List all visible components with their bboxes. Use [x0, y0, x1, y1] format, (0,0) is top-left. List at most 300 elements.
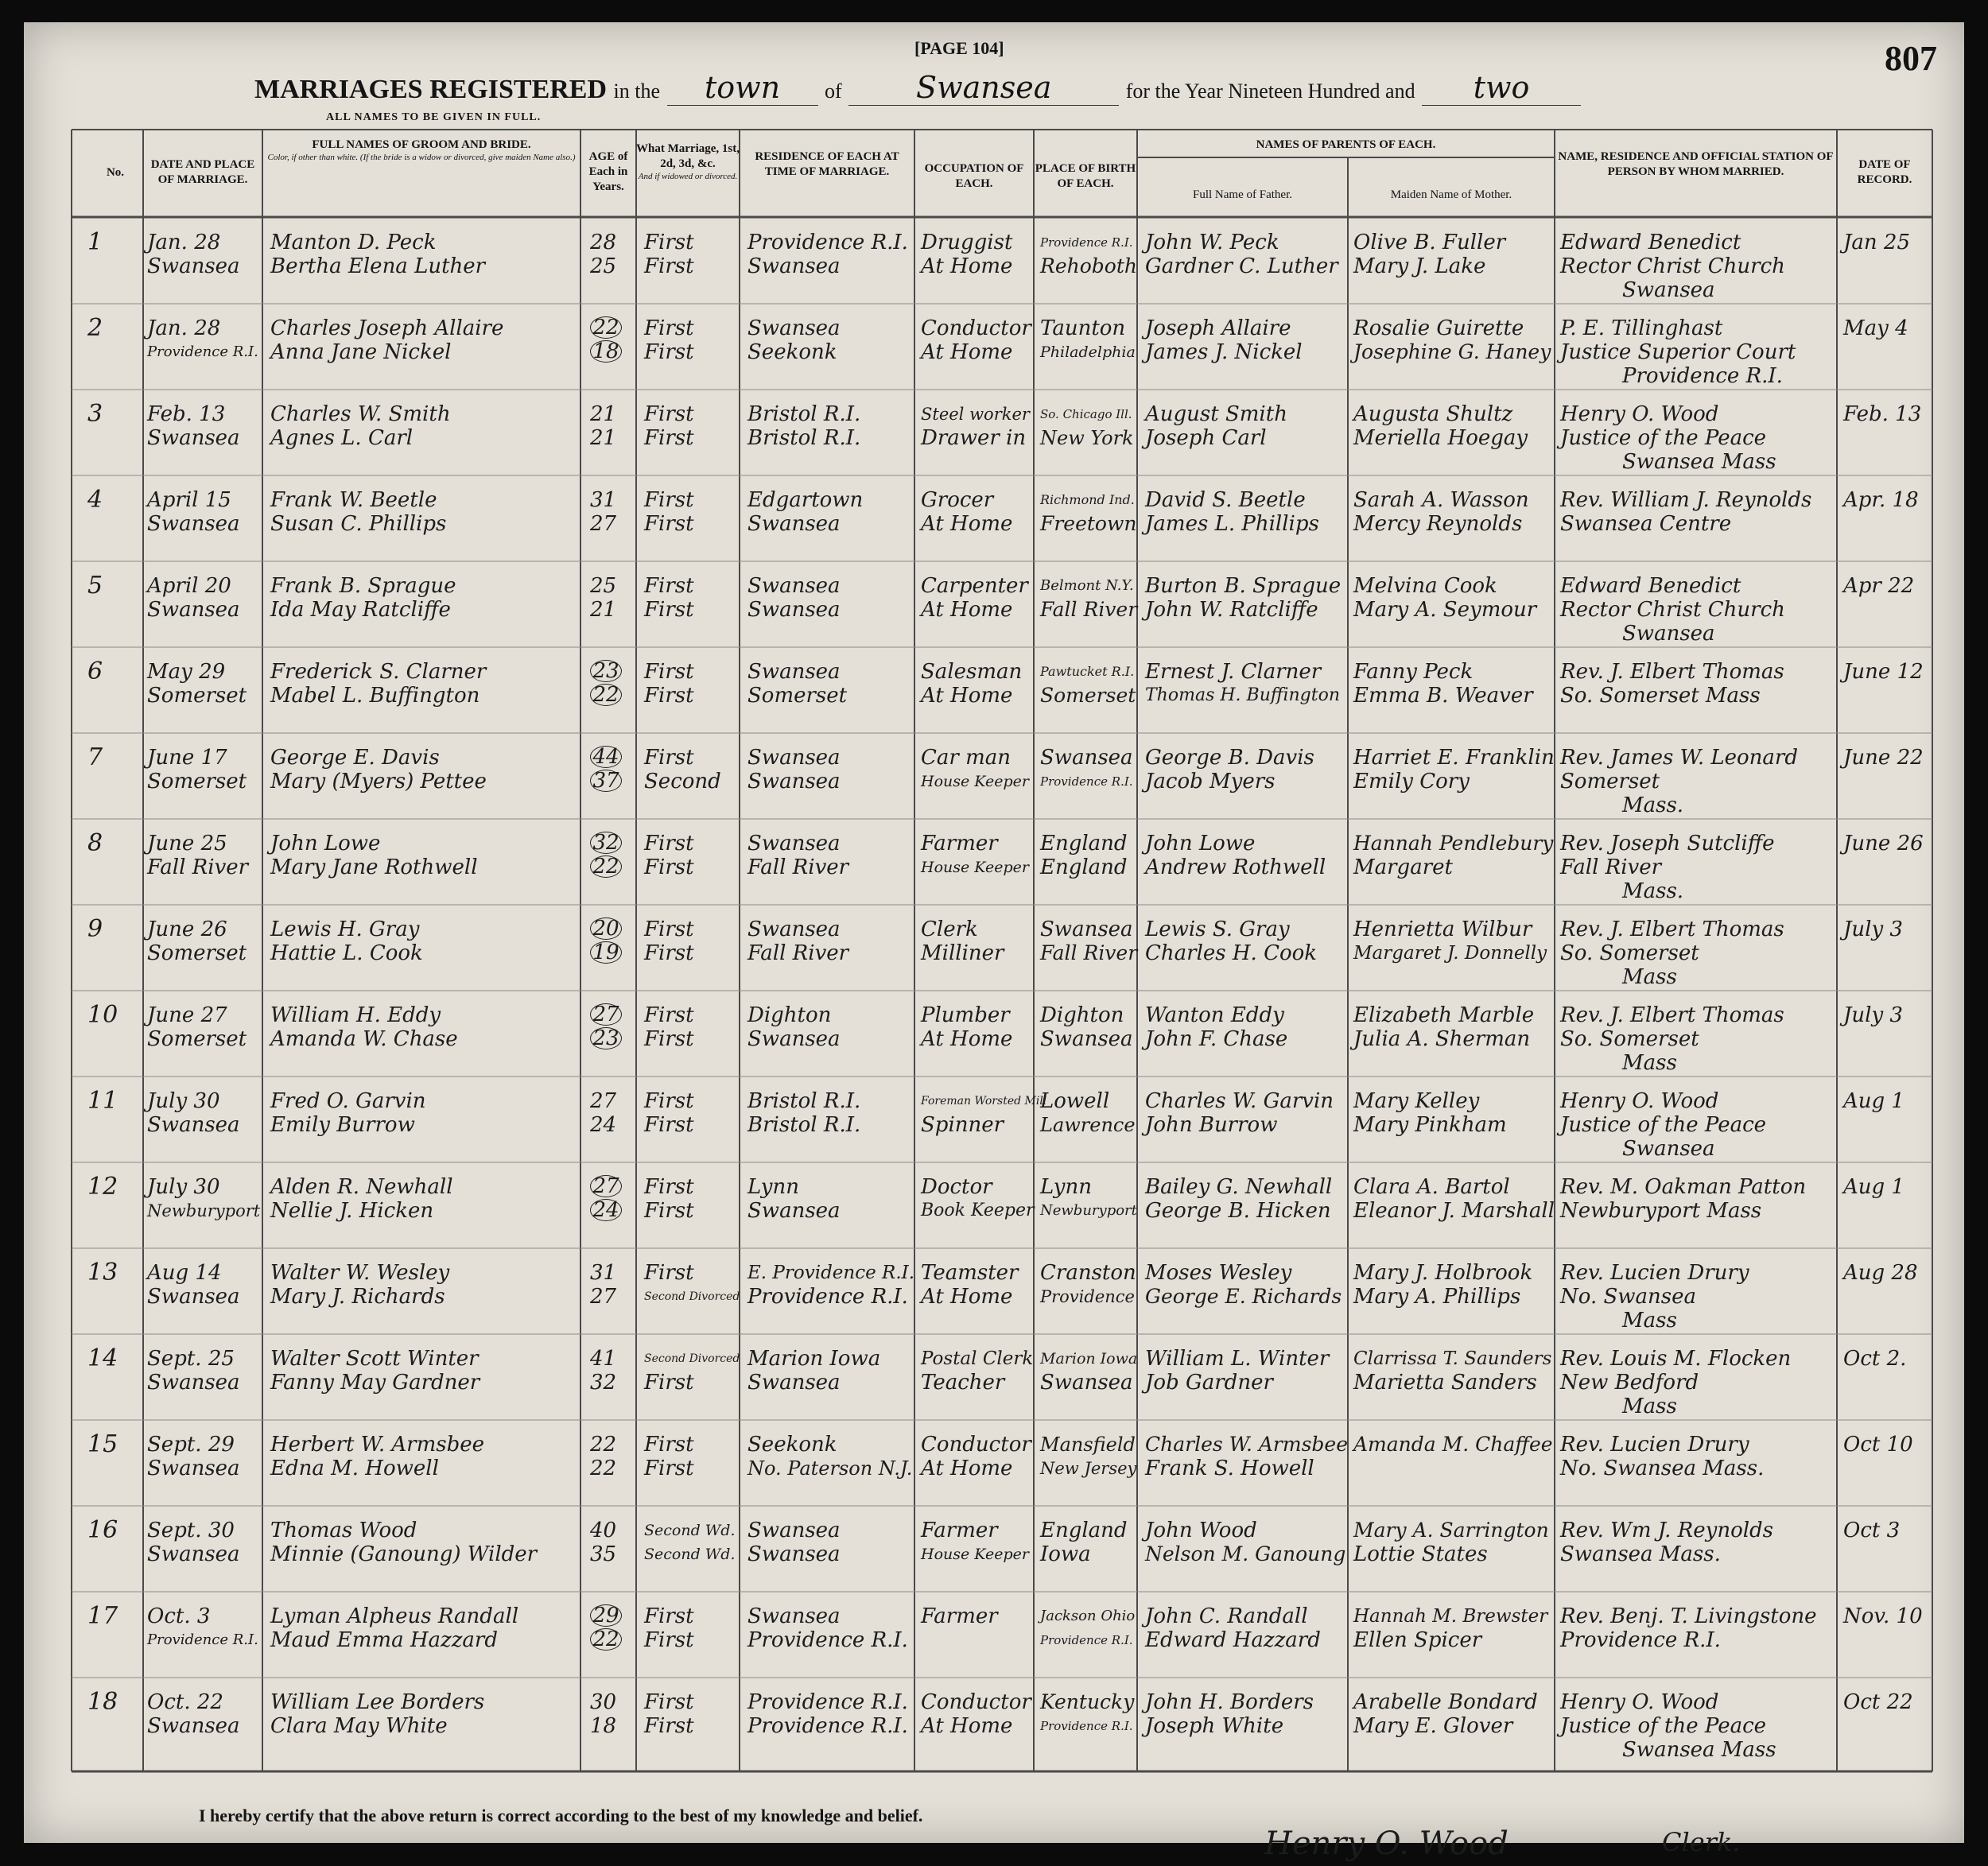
table-row [24, 479, 1964, 564]
groom-age: 44 [590, 746, 622, 768]
groom-residence: Swansea [747, 316, 841, 340]
col-officiant: NAME, RESIDENCE AND OFFICIAL STATION OF PERSON BY WHOM MARRIED. [1558, 150, 1834, 178]
bride-age: 27 [590, 512, 617, 536]
table-row [24, 736, 1964, 822]
record-date: Oct 3 [1843, 1519, 1901, 1542]
bride-occupation: Drawer in [921, 426, 1027, 450]
bride-marriage-number: First [644, 426, 694, 450]
groom-occupation: Salesman [921, 660, 1023, 684]
officiant-residence: Mass [1622, 1051, 1677, 1075]
bride-age: 22 [590, 855, 622, 878]
marriage-date: Jan. 28 [147, 231, 221, 254]
groom-age: 30 [590, 1690, 617, 1714]
groom-birthplace: Swansea [1040, 917, 1133, 941]
bride-name: Mary J. Richards [270, 1285, 445, 1309]
bride-age: 25 [590, 254, 617, 278]
groom-occupation: Conductor [921, 1433, 1031, 1457]
bride-age: 32 [590, 1371, 617, 1395]
groom-residence: Providence R.I. [747, 231, 908, 254]
officiant-name: Rev. Lucien Drury [1560, 1261, 1749, 1285]
officiant-name: Rev. Joseph Sutcliffe [1560, 832, 1775, 855]
officiant-name: Rev. J. Elbert Thomas [1560, 660, 1784, 684]
groom-occupation: Plumber [921, 1003, 1010, 1027]
groom-age: 40 [590, 1519, 617, 1542]
officiant-name: Rev. William J. Reynolds [1560, 488, 1812, 512]
groom-name: John Lowe [270, 832, 381, 855]
officiant-name: Rev. Lucien Drury [1560, 1433, 1749, 1457]
officiant-station: Justice of the Peace [1560, 426, 1767, 450]
groom-occupation: Car man [921, 746, 1011, 770]
officiant-residence: Mass. [1622, 793, 1684, 817]
bride-name: Ida May Ratcliffe [270, 598, 451, 622]
groom-mother: Mary J. Holbrook [1353, 1261, 1533, 1285]
groom-name: Charles W. Smith [270, 402, 451, 426]
groom-age: 27 [590, 1003, 622, 1026]
bride-father: Thomas H. Buffington [1145, 685, 1340, 705]
groom-birthplace: Dighton [1040, 1003, 1124, 1027]
groom-mother: Hannah Pendlebury [1353, 832, 1554, 855]
groom-mother: Harriet E. Franklin [1353, 746, 1555, 770]
record-number: 3 [87, 400, 103, 428]
groom-mother: Henrietta Wilbur [1353, 917, 1532, 941]
bride-age: 24 [590, 1113, 617, 1137]
bride-occupation: House Keeper [921, 773, 1029, 790]
groom-name: Lyman Alpheus Randall [270, 1604, 519, 1628]
bride-mother: Josephine G. Haney [1353, 340, 1551, 363]
bride-occupation: At Home [921, 684, 1013, 708]
record-number: 1 [87, 228, 103, 256]
bride-father: John Burrow [1145, 1113, 1278, 1137]
officiant-station: Providence R.I. [1560, 1628, 1721, 1652]
groom-birthplace: Jackson Ohio [1040, 1608, 1136, 1624]
groom-father: John Wood [1145, 1519, 1257, 1542]
marriage-place: Somerset [147, 770, 247, 793]
groom-father: John W. Peck [1145, 231, 1279, 254]
groom-mother: Amanda M. Chaffee [1353, 1433, 1553, 1456]
bride-birthplace: Providence R.I. [1040, 774, 1133, 789]
groom-birthplace: Lynn [1040, 1175, 1092, 1199]
groom-birthplace: Swansea [1040, 746, 1133, 770]
table-row [24, 908, 1964, 994]
bride-marriage-number: First [644, 254, 694, 278]
groom-mother: Fanny Peck [1353, 660, 1474, 684]
bride-birthplace: Rehoboth [1040, 254, 1137, 277]
col-residence: RESIDENCE OF EACH AT TIME OF MARRIAGE. [755, 150, 899, 178]
groom-occupation: Foreman Worsted Mill [921, 1095, 1047, 1108]
groom-age: 27 [590, 1089, 617, 1113]
groom-father: Bailey G. Newhall [1145, 1175, 1333, 1199]
bride-name: Anna Jane Nickel [270, 340, 452, 364]
bride-birthplace: Newburyport [1040, 1202, 1137, 1219]
title-prefix: MARRIAGES REGISTERED [254, 75, 608, 104]
bride-father: Joseph White [1145, 1714, 1284, 1738]
bride-age: 22 [590, 1457, 617, 1480]
title-note: ALL NAMES TO BE GIVEN IN FULL. [326, 111, 542, 123]
groom-birthplace: Belmont N.Y. [1040, 577, 1134, 594]
record-date: Oct 2. [1843, 1347, 1907, 1371]
bride-age: 35 [590, 1542, 617, 1566]
officiant-residence: Mass. [1622, 879, 1684, 903]
marriage-place: Swansea [147, 1714, 240, 1738]
bride-residence: No. Paterson N.J. [747, 1457, 913, 1480]
groom-occupation: Carpenter [921, 574, 1028, 598]
groom-birthplace: England [1040, 832, 1128, 855]
bride-residence: Swansea [747, 1542, 841, 1566]
groom-occupation: Grocer [921, 488, 994, 512]
record-number: 16 [87, 1516, 118, 1544]
bride-birthplace: Swansea [1040, 1027, 1133, 1051]
bride-birthplace: Philadelphia [1040, 343, 1136, 361]
groom-mother: Arabelle Bondard [1353, 1690, 1538, 1714]
officiant-name: Edward Benedict [1560, 231, 1741, 254]
bride-birthplace: Swansea [1040, 1371, 1133, 1395]
table-row [24, 564, 1964, 650]
bride-occupation: At Home [921, 1714, 1013, 1738]
groom-mother: Olive B. Fuller [1353, 231, 1506, 254]
bride-marriage-number: First [644, 512, 694, 536]
marriage-date: July 30 [147, 1089, 220, 1113]
bride-residence: Providence R.I. [747, 1285, 908, 1309]
record-date: June 26 [1843, 832, 1924, 855]
officiant-name: Rev. J. Elbert Thomas [1560, 917, 1784, 941]
marriage-place: Somerset [147, 1027, 247, 1051]
bride-residence: Swansea [747, 1199, 841, 1223]
groom-residence: Marion Iowa [747, 1347, 881, 1371]
groom-name: Frank W. Beetle [270, 488, 437, 512]
groom-name: Frederick S. Clarner [270, 660, 487, 684]
record-number: 14 [87, 1344, 118, 1372]
groom-mother: Elizabeth Marble [1353, 1003, 1535, 1027]
bride-birthplace: Freetown [1040, 512, 1137, 535]
record-number: 4 [87, 486, 103, 514]
table-row [24, 1681, 1964, 1767]
bride-marriage-number: First [644, 1371, 694, 1395]
bride-birthplace: Providence R.I. [1040, 1633, 1133, 1647]
groom-marriage-number: First [644, 1003, 694, 1027]
bride-marriage-number: First [644, 684, 694, 708]
bride-occupation: At Home [921, 1285, 1013, 1309]
marriage-place: Swansea [147, 254, 240, 278]
col-names-label: FULL NAMES OF GROOM AND BRIDE. [312, 138, 531, 151]
bride-mother: Marietta Sanders [1353, 1371, 1537, 1395]
bride-name: Fanny May Gardner [270, 1371, 480, 1395]
groom-age: 27 [590, 1175, 622, 1197]
marriage-date: Aug 14 [147, 1261, 222, 1285]
groom-marriage-number: First [644, 1690, 694, 1714]
officiant-name: Rev. James W. Leonard [1560, 746, 1798, 770]
record-number: 13 [87, 1259, 118, 1286]
groom-marriage-number: First [644, 746, 694, 770]
bride-occupation: House Keeper [921, 859, 1029, 876]
marriage-place: Swansea [147, 1457, 240, 1480]
bride-marriage-number: First [644, 1457, 694, 1480]
table-row [24, 307, 1964, 393]
marriage-place: Swansea [147, 512, 240, 536]
groom-mother: Augusta Shultz [1353, 402, 1513, 426]
record-date: Nov. 10 [1843, 1604, 1923, 1628]
bride-age: 18 [590, 1714, 617, 1738]
groom-occupation: Doctor [921, 1175, 992, 1199]
groom-name: Frank B. Sprague [270, 574, 456, 598]
groom-age: 21 [590, 402, 617, 426]
officiant-name: Henry O. Wood [1560, 1690, 1719, 1714]
bride-birthplace: New York [1040, 427, 1134, 449]
bride-marriage-number: First [644, 598, 694, 622]
bride-father: Andrew Rothwell [1145, 855, 1326, 879]
marriage-date: Feb. 13 [147, 402, 226, 426]
bride-residence: Bristol R.I. [747, 1113, 861, 1137]
table-row [24, 393, 1964, 479]
officiant-station: Newburyport Mass [1560, 1199, 1762, 1223]
bride-residence: Swansea [747, 254, 841, 278]
bride-mother: Mercy Reynolds [1353, 512, 1523, 536]
groom-name: Manton D. Peck [270, 231, 437, 254]
groom-residence: Swansea [747, 832, 841, 855]
officiant-residence: Swansea Mass [1622, 450, 1776, 474]
groom-residence: E. Providence R.I. [747, 1263, 915, 1283]
marriage-date: Jan. 28 [147, 316, 221, 340]
bride-name: Maud Emma Hazzard [270, 1628, 498, 1652]
marriage-date: April 20 [147, 574, 231, 598]
bride-mother: Mary E. Glover [1353, 1714, 1513, 1738]
marriage-place: Swansea [147, 426, 240, 450]
officiant-name: P. E. Tillinghast [1560, 316, 1723, 340]
year-field: two [1422, 70, 1581, 106]
bride-name: Nellie J. Hicken [270, 1199, 434, 1223]
groom-father: John H. Borders [1145, 1690, 1314, 1714]
record-number: 9 [87, 915, 103, 943]
officiant-station: Rector Christ Church [1560, 598, 1785, 622]
marriage-place: Somerset [147, 684, 247, 708]
marriage-date: April 15 [147, 488, 231, 512]
groom-residence: Swansea [747, 1604, 841, 1628]
groom-father: Charles W. Garvin [1145, 1089, 1334, 1113]
groom-mother: Hannah M. Brewster [1353, 1606, 1548, 1627]
bride-mother: Eleanor J. Marshall [1353, 1199, 1555, 1223]
table-row [24, 1251, 1964, 1337]
groom-occupation: Conductor [921, 316, 1031, 340]
groom-name: Lewis H. Gray [270, 917, 420, 941]
bride-father: George B. Hicken [1145, 1199, 1331, 1223]
bride-occupation: At Home [921, 512, 1013, 536]
table-row [24, 1080, 1964, 1166]
groom-residence: Bristol R.I. [747, 1089, 861, 1113]
bride-birthplace: Fall River [1040, 598, 1138, 621]
groom-birthplace: Mansfield [1040, 1433, 1136, 1456]
groom-name: Walter Scott Winter [270, 1347, 479, 1371]
groom-residence: Swansea [747, 917, 841, 941]
col-what-marriage-label: What Marriage, 1st, 2d, 3d, &c. [636, 142, 740, 170]
bride-father: Charles H. Cook [1145, 941, 1318, 965]
record-date: Feb. 13 [1843, 402, 1922, 426]
groom-birthplace: Cranston [1040, 1261, 1136, 1285]
groom-marriage-number: First [644, 1433, 694, 1457]
bride-residence: Providence R.I. [747, 1714, 908, 1738]
bride-age: 21 [590, 598, 617, 622]
groom-father: Moses Wesley [1145, 1261, 1292, 1285]
col-mother: Maiden Name of Mother. [1390, 188, 1512, 201]
officiant-name: Rev. Benj. T. Livingstone [1560, 1604, 1817, 1628]
groom-father: Wanton Eddy [1145, 1003, 1284, 1027]
officiant-station: So. Somerset Mass [1560, 684, 1761, 708]
groom-marriage-number: First [644, 1175, 694, 1199]
bride-marriage-number: Second Divorced [644, 1290, 740, 1303]
bride-birthplace: Providence R.I. [1040, 1719, 1133, 1733]
marriage-date: Sept. 30 [147, 1519, 235, 1542]
record-date: Jan 25 [1843, 231, 1911, 254]
bride-father: Jacob Myers [1145, 770, 1276, 793]
bride-residence: Fall River [747, 941, 849, 965]
bride-mother: Meriella Hoegay [1353, 426, 1528, 450]
record-number: 2 [87, 314, 103, 342]
bride-father: Job Gardner [1145, 1371, 1273, 1395]
bride-age: 19 [590, 941, 622, 964]
groom-residence: Dighton [747, 1003, 832, 1027]
groom-name: Herbert W. Armsbee [270, 1433, 484, 1457]
officiant-name: Rev. J. Elbert Thomas [1560, 1003, 1784, 1027]
col-birthplace: PLACE OF BIRTH OF EACH. [1035, 162, 1136, 190]
officiant-residence: Mass [1622, 1309, 1677, 1333]
groom-occupation: Steel worker [921, 405, 1030, 424]
record-date: June 12 [1843, 660, 1924, 684]
groom-marriage-number: Second Wd. [644, 1522, 736, 1539]
bride-residence: Swansea [747, 1371, 841, 1395]
record-number: 15 [87, 1430, 118, 1458]
bride-father: James L. Phillips [1145, 512, 1319, 536]
groom-marriage-number: First [644, 1261, 694, 1285]
groom-father: George B. Davis [1145, 746, 1314, 770]
bride-mother: Julia A. Sherman [1353, 1027, 1531, 1051]
groom-mother: Sarah A. Wasson [1353, 488, 1529, 512]
groom-name: Thomas Wood [270, 1519, 417, 1542]
marriage-place: Swansea [147, 598, 240, 622]
record-date: Oct 10 [1843, 1433, 1913, 1457]
bride-birthplace: Somerset [1040, 684, 1136, 707]
marriage-place: Newburyport [147, 1201, 261, 1220]
record-date: May 4 [1843, 316, 1908, 340]
col-names [262, 138, 580, 162]
officiant-station: Somerset [1560, 770, 1660, 793]
bride-mother: Ellen Spicer [1353, 1628, 1482, 1652]
groom-residence: Bristol R.I. [747, 402, 861, 426]
marriage-place: Swansea [147, 1371, 240, 1395]
groom-age: 28 [590, 231, 617, 254]
bride-father: Joseph Carl [1145, 426, 1267, 450]
officiant-station: Swansea Centre [1560, 512, 1732, 536]
bride-mother: Margaret J. Donnelly [1353, 943, 1547, 964]
groom-name: Fred O. Garvin [270, 1089, 426, 1113]
officiant-name: Edward Benedict [1560, 574, 1741, 598]
bride-residence: Swansea [747, 598, 841, 622]
groom-mother: Mary A. Sarrington [1353, 1519, 1549, 1542]
bride-marriage-number: First [644, 340, 694, 364]
bride-mother: Mary J. Lake [1353, 254, 1486, 278]
officiant-residence: Mass [1622, 965, 1677, 989]
table-row [24, 1423, 1964, 1509]
groom-marriage-number: First [644, 832, 694, 855]
groom-father: David S. Beetle [1145, 488, 1306, 512]
groom-marriage-number: First [644, 402, 694, 426]
officiant-station: Justice of the Peace [1560, 1113, 1767, 1137]
record-number: 6 [87, 658, 103, 685]
bride-father: John F. Chase [1145, 1027, 1288, 1051]
groom-age: 31 [590, 1261, 617, 1285]
bride-marriage-number: First [644, 1027, 694, 1051]
bride-mother: Mary A. Phillips [1353, 1285, 1521, 1309]
marriage-date: June 17 [147, 746, 227, 770]
groom-occupation: Conductor [921, 1690, 1031, 1714]
groom-marriage-number: First [644, 231, 694, 254]
bride-residence: Swansea [747, 1027, 841, 1051]
groom-age: 32 [590, 832, 622, 854]
bride-father: George E. Richards [1145, 1285, 1342, 1308]
groom-age: 22 [590, 1433, 617, 1457]
bride-marriage-number: First [644, 941, 694, 965]
bride-name: Mary (Myers) Pettee [270, 770, 487, 793]
officiant-name: Henry O. Wood [1560, 1089, 1719, 1113]
bride-residence: Seekonk [747, 340, 837, 364]
groom-father: Lewis S. Gray [1145, 917, 1290, 941]
groom-age: 25 [590, 574, 617, 598]
bride-occupation: Milliner [921, 941, 1004, 965]
groom-occupation: Druggist [921, 231, 1013, 254]
bride-age: 22 [590, 684, 622, 706]
officiant-station: Fall River [1560, 855, 1662, 879]
bride-marriage-number: Second Wd. [644, 1546, 736, 1563]
groom-father: Burton B. Sprague [1145, 574, 1342, 598]
record-date: Apr 22 [1843, 574, 1915, 598]
record-number: 7 [87, 743, 103, 771]
title-in: in the [613, 80, 661, 103]
groom-occupation: Clerk [921, 917, 978, 941]
marriage-date: Oct. 3 [147, 1604, 211, 1628]
bride-age: 37 [590, 770, 622, 792]
bride-residence: Fall River [747, 855, 849, 879]
record-date: Aug 28 [1843, 1261, 1918, 1285]
marriage-place: Providence R.I. [147, 343, 258, 360]
groom-mother: Rosalie Guirette [1353, 316, 1524, 340]
table-row [24, 822, 1964, 908]
bride-occupation: Book Keeper [921, 1201, 1035, 1220]
record-date: June 22 [1843, 746, 1924, 770]
groom-marriage-number: First [644, 1604, 694, 1628]
officiant-station: No. Swansea Mass. [1560, 1457, 1765, 1480]
groom-occupation: Farmer [921, 1604, 998, 1628]
col-parents: NAMES OF PARENTS OF EACH. [1256, 138, 1436, 151]
record-number: 11 [87, 1087, 118, 1115]
officiant-residence: Swansea [1622, 278, 1715, 302]
officiant-residence: Providence R.I. [1622, 364, 1783, 388]
groom-occupation: Farmer [921, 1519, 998, 1542]
groom-residence: Edgartown [747, 488, 864, 512]
bride-father: Gardner C. Luther [1145, 254, 1338, 278]
bride-occupation: Spinner [921, 1113, 1004, 1137]
groom-father: William L. Winter [1145, 1347, 1330, 1371]
officiant-name: Rev. M. Oakman Patton [1560, 1175, 1807, 1199]
groom-occupation: Teamster [921, 1261, 1019, 1285]
bride-mother: Mary A. Seymour [1353, 598, 1537, 622]
bride-occupation: At Home [921, 1027, 1013, 1051]
groom-residence: Swansea [747, 1519, 841, 1542]
record-number: 10 [87, 1001, 118, 1029]
record-date: Aug 1 [1843, 1089, 1905, 1113]
bride-marriage-number: First [644, 1714, 694, 1738]
groom-residence: Swansea [747, 746, 841, 770]
bride-residence: Swansea [747, 512, 841, 536]
bride-name: Minnie (Ganoung) Wilder [270, 1542, 538, 1566]
bride-mother: Emma B. Weaver [1353, 684, 1533, 708]
officiant-name: Henry O. Wood [1560, 402, 1719, 426]
